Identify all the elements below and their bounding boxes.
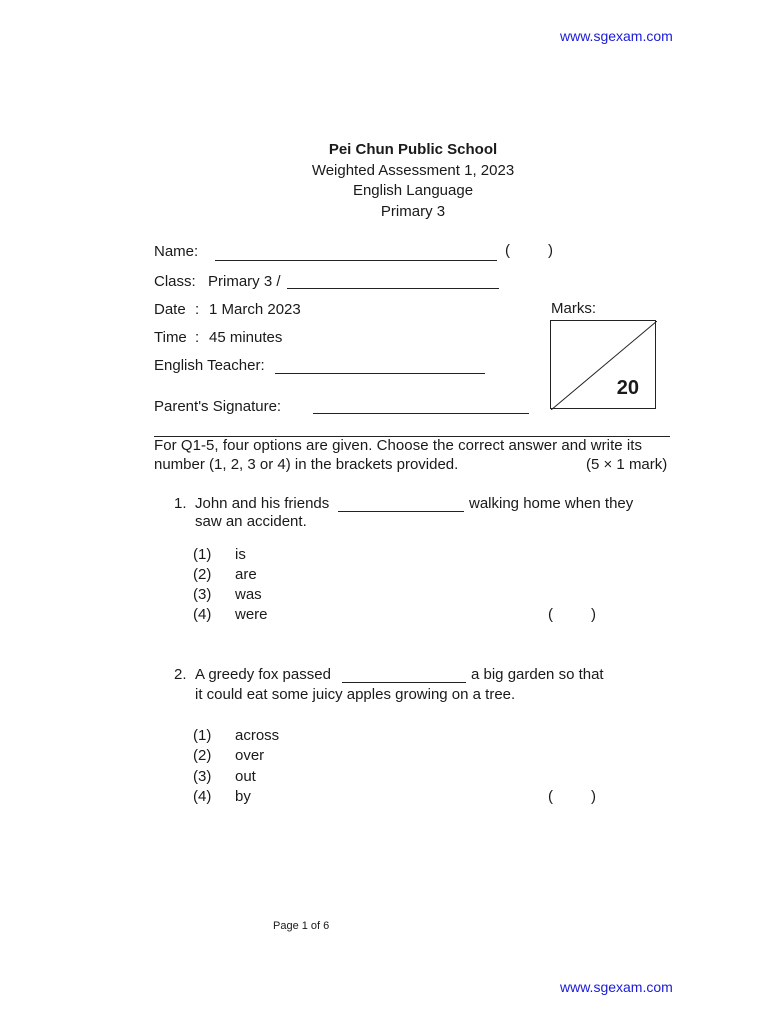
question-2-text-b: a big garden so that — [471, 666, 604, 683]
time-value: 45 minutes — [209, 329, 283, 346]
time-separator: : — [195, 329, 200, 346]
name-line — [215, 260, 497, 261]
teacher-label: English Teacher: — [154, 357, 265, 374]
question-1-number: 1. — [174, 495, 187, 512]
date-label: Date — [154, 301, 186, 318]
register-bracket-open: ( — [505, 242, 510, 259]
class-line — [287, 288, 499, 289]
teacher-line — [275, 373, 485, 374]
question-1-option-3-text: was — [235, 586, 262, 603]
date-separator: : — [195, 301, 200, 318]
question-1-option-3-number: (3) — [193, 586, 212, 603]
question-1-option-4-number: (4) — [193, 606, 212, 623]
class-value: Primary 3 / — [208, 273, 281, 290]
marks-box — [550, 320, 656, 409]
question-2-option-1-text: across — [235, 727, 280, 744]
question-1-text-a: John and his friends — [195, 495, 330, 512]
question-2-text-a: A greedy fox passed — [195, 666, 331, 683]
subject-title: English Language — [352, 182, 474, 199]
website-link-bottom[interactable]: www.sgexam.com — [560, 979, 673, 995]
question-1-text-line-2: saw an accident. — [195, 513, 307, 530]
parent-signature-line — [313, 413, 529, 414]
question-2-option-2-number: (2) — [193, 747, 212, 764]
website-link-top[interactable]: www.sgexam.com — [560, 28, 673, 44]
question-2-answer-bracket-open: ( — [548, 788, 553, 805]
question-2-blank — [342, 682, 466, 683]
name-label: Name: — [154, 243, 199, 260]
question-1-option-1-text: is — [235, 546, 246, 563]
question-1-answer-bracket-open: ( — [548, 606, 553, 623]
class-label: Class: — [154, 273, 196, 290]
question-2-number: 2. — [174, 666, 187, 683]
question-2-option-4-text: by — [235, 788, 251, 805]
question-2-option-1-number: (1) — [193, 727, 212, 744]
parent-signature-label: Parent's Signature: — [154, 398, 282, 415]
question-2-option-3-text: out — [235, 768, 256, 785]
question-1-option-4-text: were — [235, 606, 268, 623]
school-name: Pei Chun Public School — [328, 141, 498, 158]
instructions-marks: (5 × 1 mark) — [586, 456, 668, 473]
question-1-option-1-number: (1) — [193, 546, 212, 563]
question-1-option-2-text: are — [235, 566, 257, 583]
marks-label: Marks: — [551, 300, 596, 317]
level-title: Primary 3 — [380, 203, 446, 220]
marks-diagonal — [551, 321, 657, 410]
assessment-title: Weighted Assessment 1, 2023 — [311, 162, 515, 179]
instructions-line-2: number (1, 2, 3 or 4) in the brackets provided. — [154, 456, 459, 473]
question-1-option-2-number: (2) — [193, 566, 212, 583]
question-1-text-b: walking home when they — [469, 495, 634, 512]
time-label: Time — [154, 329, 187, 346]
page-number: Page 1 of 6 — [273, 920, 330, 932]
marks-total: 20 — [616, 377, 639, 399]
question-1-blank — [338, 511, 464, 512]
instructions-line-1: For Q1-5, four options are given. Choose the correct answer and write its — [154, 437, 643, 454]
question-2-option-2-text: over — [235, 747, 265, 764]
register-bracket-close: ) — [548, 242, 553, 259]
question-2-option-4-number: (4) — [193, 788, 212, 805]
question-2-text-line-2: it could eat some juicy apples growing on a tree. — [195, 686, 516, 703]
question-2-answer-bracket-close: ) — [591, 788, 596, 805]
question-2-option-3-number: (3) — [193, 768, 212, 785]
date-value: 1 March 2023 — [209, 301, 301, 318]
question-1-answer-bracket-close: ) — [591, 606, 596, 623]
